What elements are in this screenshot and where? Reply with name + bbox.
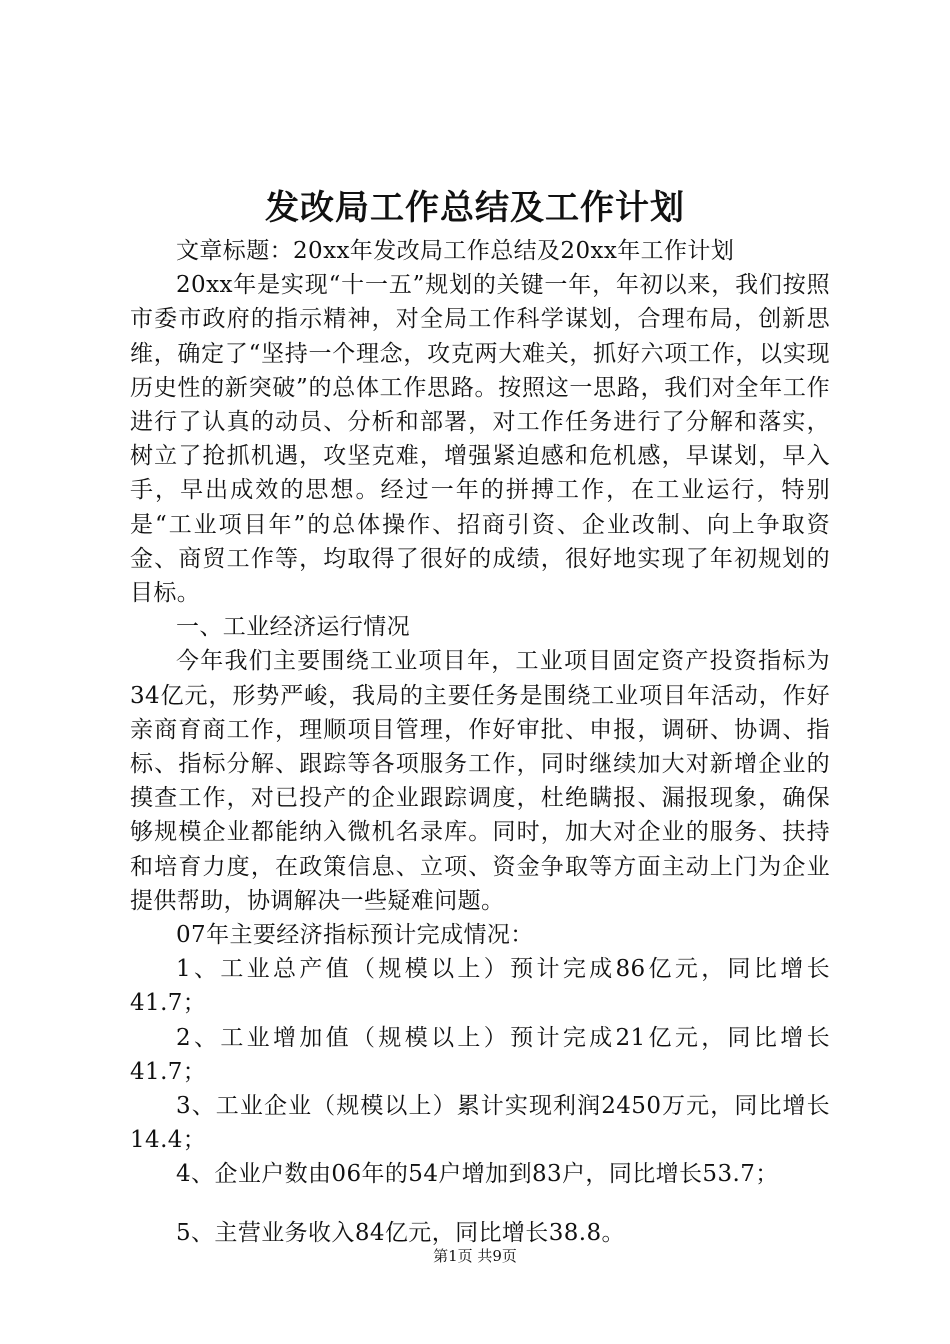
indicator-item-1: 1、工业总产值（规模以上）预计完成86亿元，同比增长41.7； bbox=[130, 956, 830, 1017]
indicator-item-2: 2、工业增加值（规模以上）预计完成21亿元，同比增长41.7； bbox=[130, 1024, 830, 1085]
indicator-heading: 07年主要经济指标预计完成情况： bbox=[176, 922, 534, 949]
indicator-item-5: 5、主营业务收入84亿元，同比增长38.8。 bbox=[176, 1219, 625, 1246]
document-title: 发改局工作总结及工作计划 bbox=[265, 188, 685, 228]
document-body bbox=[130, 234, 830, 1250]
section-paragraph: 今年我们主要围绕工业项目年，工业项目固定资产投资指标为34亿元，形势严峻，我局的主要任务是围绕工业项目年活动，作好亲商育商工作，理顺项目管理，作好审批、申报，调研、协调、指标、指标分解、跟踪等各项服务工作，同时继续加大对新增企业的摸查工作，对已投产的企业跟踪调度，杜绝瞒报、漏报现象，确保够规模企业都能纳入微机名录库。同时，加大对企业的服务、扶持和培育力度，在政策信息、立项、资金争取等方面主动上门为企业提供帮助，协调解决一些疑难问题。 bbox=[130, 648, 830, 914]
indicator-item-4: 4、企业户数由06年的54户增加到83户，同比增长53.7； bbox=[176, 1161, 779, 1188]
section-heading: 一、工业经济运行情况 bbox=[176, 614, 410, 641]
article-title-line: 文章标题：20xx年发改局工作总结及20xx年工作计划 bbox=[176, 238, 735, 264]
page-number-footer: 第1页 共9页 bbox=[433, 1247, 517, 1265]
indicator-item-3: 3、工业企业（规模以上）累计实现利润2450万元，同比增长14.4； bbox=[130, 1093, 830, 1154]
intro-paragraph: 20xx年是实现“十一五”规划的关键一年，年初以来，我们按照市委市政府的指示精神，对全局工作科学谋划，合理布局，创新思维，确定了“坚持一个理念，攻克两大难关，抓好六项工作，以实现历史性的新突破”的总体工作思路。按照这一思路，我们对全年工作进行了认真的动员、分析和部署，对工作任务进行了分解和落实，树立了抢抓机遇，攻坚克难，增强紧迫感和危机感，早谋划，早入手，早出成效的思想。经过一年的拼搏工作，在工业运行，特别是“工业项目年”的总体操作、招商引资、企业改制、向上争取资金、商贸工作等，均取得了很好的成绩，很好地实现了年初规划的目标。 bbox=[130, 272, 830, 607]
